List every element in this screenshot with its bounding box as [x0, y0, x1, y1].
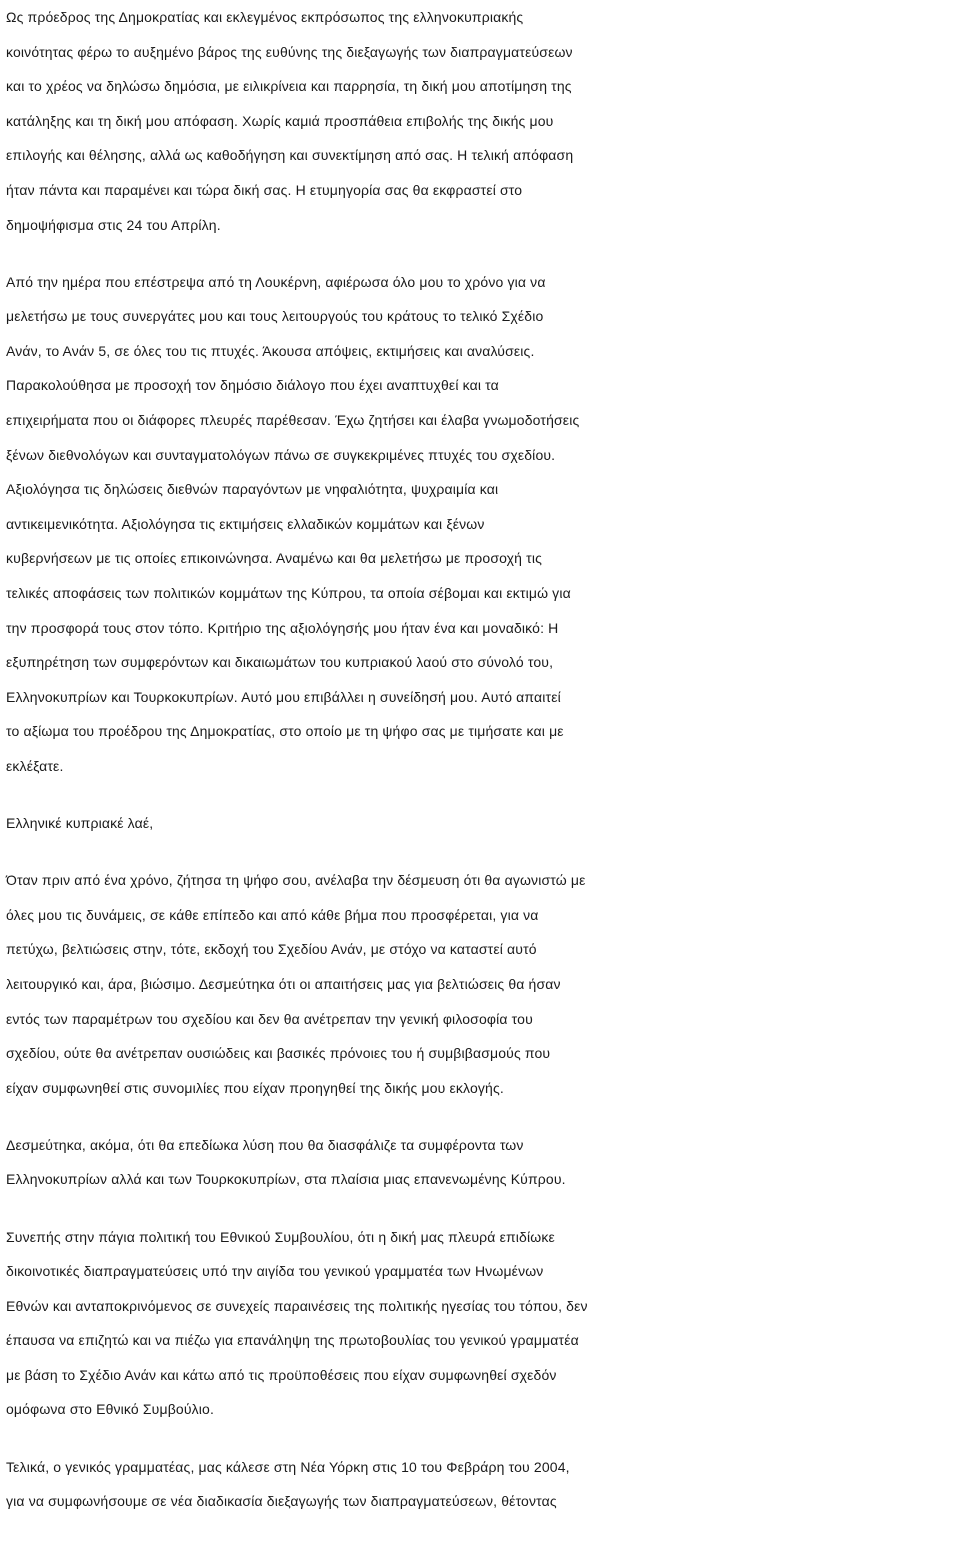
text-line: για να συμφωνήσουμε σε νέα διαδικασία διεξαγωγής των διαπραγματεύσεων, θέτοντας: [6, 1493, 557, 1510]
paragraph-7: [6, 1450, 954, 1519]
text-line: Ως πρόεδρος της Δημοκρατίας και εκλεγμένος εκπρόσωπος της ελληνοκυπριακής: [6, 9, 524, 25]
paragraph-2: [6, 265, 954, 784]
text-line: κοινότητας φέρω το αυξημένο βάρος της ευθύνης της διεξαγωγής των διαπραγματεύσεων: [6, 43, 573, 60]
text-line: Ελληνοκυπρίων και Τουρκοκυπρίων. Αυτό μου επιβάλλει η συνείδησή μου. Αυτό απαιτεί: [6, 688, 561, 705]
text-line: κατάληξης και τη δική μου απόφαση. Χωρίς καμιά προσπάθεια επιβολής της δικής μου: [6, 112, 554, 129]
text-line: επιλογής και θέλησης, αλλά ως καθοδήγηση και συνεκτίμηση από σας. Η τελική απόφαση: [6, 147, 574, 164]
text-line: κυβερνήσεων με τις οποίες επικοινώνησα. Αναμένω και θα μελετήσω με προσοχή τις: [6, 550, 542, 567]
text-line: Αξιολόγησα τις δηλώσεις διεθνών παραγόντων με νηφαλιότητα, ψυχραιμία και: [6, 481, 499, 498]
text-line: Συνεπής στην πάγια πολιτική του Εθνικού Συμβουλίου, ότι η δική μας πλευρά επιδίωκε: [6, 1228, 555, 1245]
text-line: όλες μου τις δυνάμεις, σε κάθε επίπεδο και από κάθε βήμα που προσφέρεται, για να: [6, 906, 539, 923]
text-line: Παρακολούθησα με προσοχή τον δημόσιο διάλογο που έχει αναπτυχθεί και τα: [6, 377, 499, 394]
paragraph-1: [6, 0, 954, 242]
text-line: Δεσμεύτηκα, ακόμα, ότι θα επεδίωκα λύση που θα διασφάλιζε τα συμφέροντα των: [6, 1136, 524, 1153]
text-line: αντικειμενικότητα. Αξιολόγησα τις εκτιμήσεις ελλαδικών κομμάτων και ξένων: [6, 515, 485, 532]
text-line: λειτουργικό και, άρα, βιώσιμο. Δεσμεύτηκα ότι οι απαιτήσεις μας για βελτιώσεις θα ήσαν: [6, 975, 561, 992]
text-line: είχαν συμφωνηθεί στις συνομιλίες που είχαν προηγηθεί της δικής μου εκλογής.: [6, 1079, 504, 1096]
text-line: ομόφωνα στο Εθνικό Συμβούλιο.: [6, 1401, 215, 1418]
text-line: έπαυσα να επιζητώ και να πιέζω για επανάληψη της πρωτοβουλίας του γενικού γραμματέα: [6, 1332, 579, 1349]
paragraph-gap: [6, 841, 954, 864]
text-line: δημοψήφισμα στις 24 του Απρίλη.: [6, 216, 221, 233]
text-line: σχεδίου, ούτε θα ανέτρεπαν ουσιώδεις και βασικές πρόνοιες του ή συμβιβασμούς που: [6, 1045, 551, 1062]
paragraph-gap: [6, 1197, 954, 1220]
text-line: με βάση το Σχέδιο Ανάν και κάτω από τις προϋποθέσεις που είχαν συμφωνηθεί σχεδόν: [6, 1366, 557, 1383]
paragraph-gap: [6, 784, 954, 807]
text-line: Ελληνοκυπρίων αλλά και των Τουρκοκυπρίων, στα πλαίσια μιας επανενωμένης Κύπρου.: [6, 1171, 566, 1188]
text-line: πετύχω, βελτιώσεις στην, τότε, εκδοχή του Σχεδίου Ανάν, με στόχο να καταστεί αυτό: [6, 941, 537, 958]
text-line: Ανάν, το Ανάν 5, σε όλες του τις πτυχές. Άκουσα απόψεις, εκτιμήσεις και αναλύσεις.: [6, 342, 535, 359]
paragraph-gap: [6, 242, 954, 265]
text-line: την προσφορά τους στον τόπο. Κριτήριο της αξιολόγησής μου ήταν ένα και μοναδικό: Η: [6, 619, 559, 636]
text-line: εντός των παραμέτρων του σχεδίου και δεν θα ανέτρεπαν την γενική φιλοσοφία του: [6, 1010, 533, 1027]
text-line: επιχειρήματα που οι διάφορες πλευρές παρέθεσαν. Έχω ζητήσει και έλαβα γνωμοδοτήσεις: [6, 412, 580, 429]
paragraph-gap: [6, 1427, 954, 1450]
paragraph-gap: [6, 1105, 954, 1128]
text-line: μελετήσω με τους συνεργάτες μου και τους λειτουργούς του κράτους το τελικό Σχέδιο: [6, 308, 544, 325]
text-line: Εθνών και ανταποκρινόμενος σε συνεχείς παραινέσεις της πολιτικής ηγεσίας του τόπου, δεν: [6, 1297, 588, 1314]
paragraph-5: [6, 1128, 954, 1197]
text-line: εκλέξατε.: [6, 757, 64, 774]
paragraph-4: [6, 863, 954, 1105]
text-line: τελικές αποφάσεις των πολιτικών κομμάτων της Κύπρου, τα οποία σέβομαι και εκτιμώ για: [6, 585, 571, 601]
document-page: [6, 0, 954, 1519]
text-line: ξένων διεθνολόγων και συνταγματολόγων πάνω σε συγκεκριμένες πτυχές του σχεδίου.: [6, 446, 556, 463]
text-line: ήταν πάντα και παραμένει και τώρα δική σας. Η ετυμηγορία σας θα εκφραστεί στο: [6, 181, 523, 198]
text-line: και το χρέος να δηλώσω δημόσια, με ειλικρίνεια και παρρησία, τη δική μου αποτίμηση της: [6, 78, 572, 95]
paragraph-6: [6, 1220, 954, 1428]
paragraph-3: [6, 806, 954, 841]
text-line: εξυπηρέτηση των συμφερόντων και δικαιωμάτων του κυπριακού λαού στο σύνολό του,: [6, 654, 554, 671]
text-line: Από την ημέρα που επέστρεψα από τη Λουκέρνη, αφιέρωσα όλο μου το χρόνο για να: [6, 273, 546, 290]
text-line: Όταν πριν από ένα χρόνο, ζήτησα τη ψήφο σου, ανέλαβα την δέσμευση ότι θα αγωνιστώ με: [6, 872, 586, 889]
text-line: δικοινοτικές διαπραγματεύσεις υπό την αιγίδα του γενικού γραμματέα των Ηνωμένων: [6, 1263, 544, 1280]
text-line: Ελληνικέ κυπριακέ λαέ,: [6, 815, 154, 832]
text-line: το αξίωμα του προέδρου της Δημοκρατίας, στο οποίο με τη ψήφο σας με τιμήσατε και με: [6, 723, 564, 740]
text-line: Τελικά, ο γενικός γραμματέας, μας κάλεσε στη Νέα Υόρκη στις 10 του Φεβράρη του 2004,: [6, 1458, 570, 1475]
